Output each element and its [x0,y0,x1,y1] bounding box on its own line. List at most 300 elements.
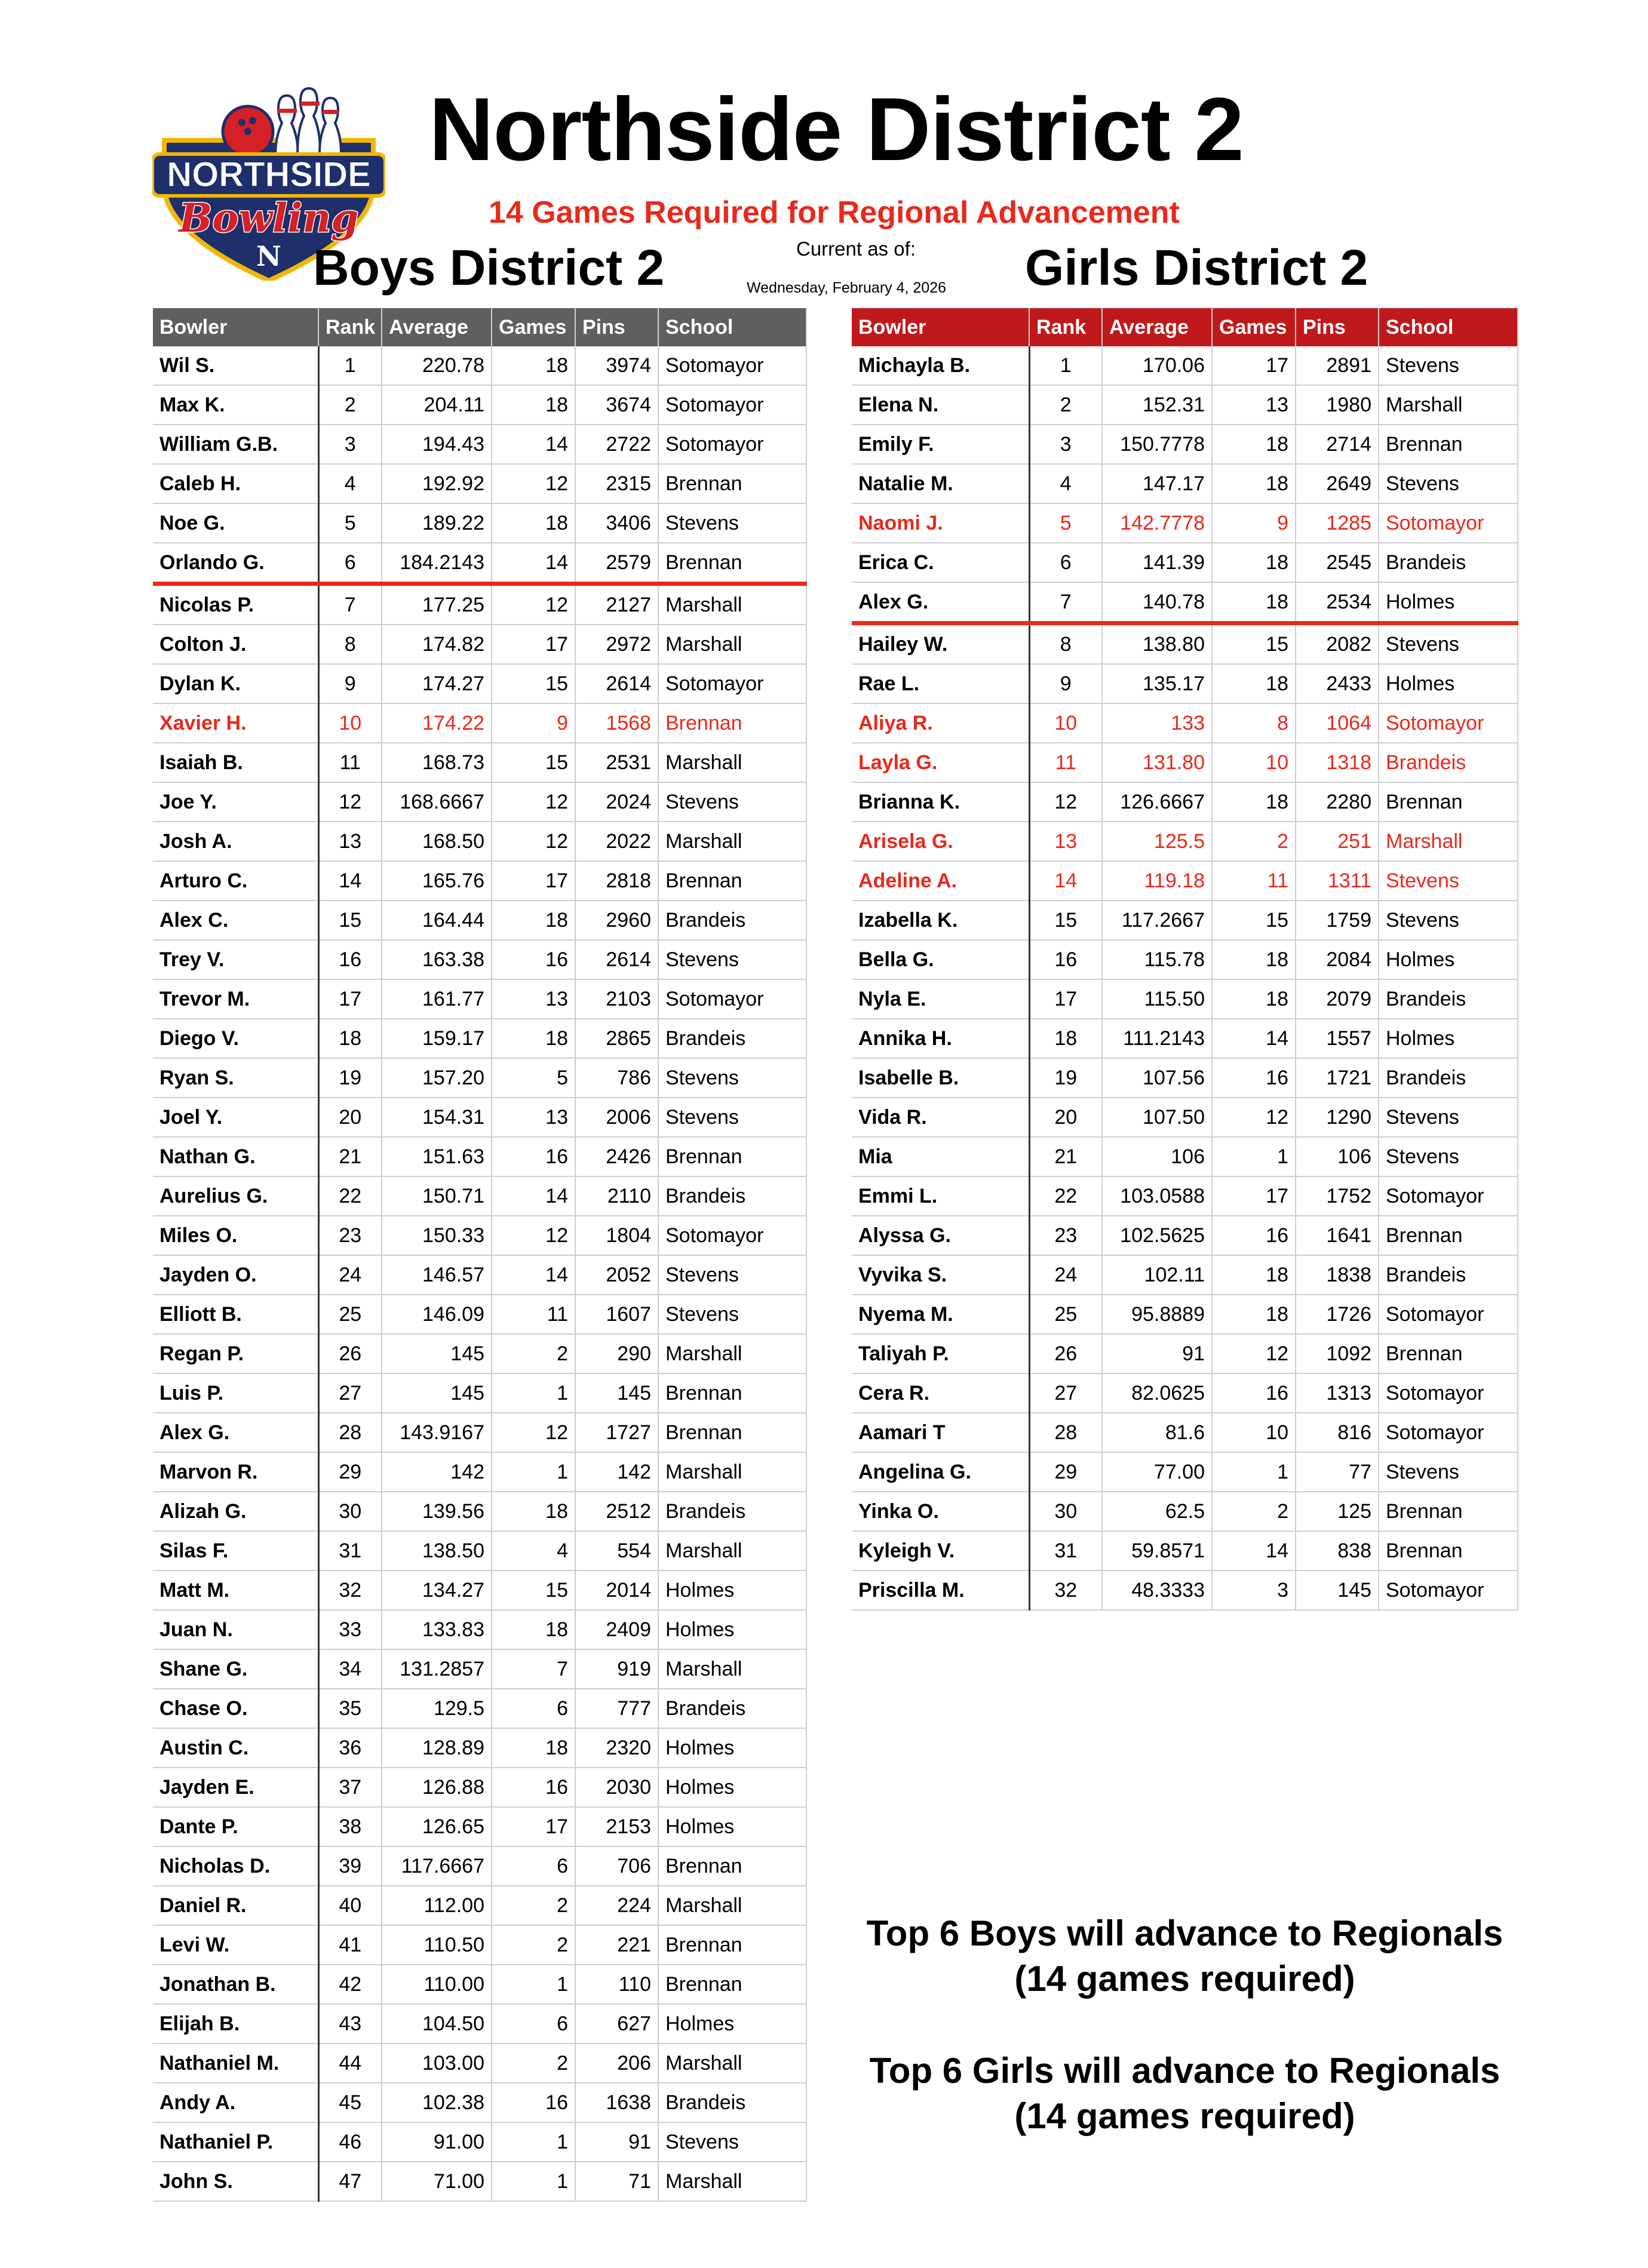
girls-cell-games: 18 [1212,425,1296,464]
boys-cell-school: Brennan [658,861,806,901]
boys-cell-games: 2 [492,1334,575,1373]
boys-cell-games: 16 [492,2083,575,2122]
boys-cell-name: Nathaniel P. [153,2122,318,2162]
boys-table-row [153,822,806,861]
boys-cell-name: Miles O. [153,1216,318,1255]
boys-cell-average: 126.88 [382,1768,492,1807]
boys-table-row [153,1571,806,1610]
boys-cell-pins: 142 [575,1452,658,1492]
girls-cell-school: Brennan [1379,425,1518,464]
girls-table-row [852,1373,1518,1413]
boys-cell-games: 15 [492,1571,575,1610]
girls-cell-pins: 2534 [1296,582,1379,623]
boys-cell-games: 18 [492,503,575,543]
girls-col-header-average: Average [1102,308,1212,346]
boys-cell-school: Brennan [658,464,806,503]
boys-cell-school: Holmes [658,1768,806,1807]
boys-cell-name: Elliott B. [153,1295,318,1334]
boys-cell-name: Austin C. [153,1728,318,1768]
boys-cell-school: Brennan [658,1925,806,1965]
girls-table-row [852,743,1518,782]
girls-cell-games: 10 [1212,1413,1296,1452]
boys-cell-pins: 2818 [575,861,658,901]
girls-cell-average: 125.5 [1102,822,1212,861]
boys-cell-average: 142 [382,1452,492,1492]
boys-cell-school: Holmes [658,1610,806,1649]
girls-cell-average: 106 [1102,1137,1212,1176]
boys-cell-school: Brandeis [658,2083,806,2122]
boys-cell-pins: 786 [575,1058,658,1098]
girls-cell-pins: 1752 [1296,1176,1379,1216]
girls-advancement-note [852,2048,1518,2139]
girls-cell-name: Kyleigh V. [852,1531,1029,1571]
boys-cell-average: 134.27 [382,1571,492,1610]
girls-cell-average: 62.5 [1102,1492,1212,1531]
girls-cell-games: 1 [1212,1452,1296,1492]
girls-cell-average: 133 [1102,703,1212,743]
girls-cell-average: 103.0588 [1102,1176,1212,1216]
girls-cell-average: 107.56 [1102,1058,1212,1098]
girls-table-row [852,1255,1518,1295]
girls-cell-pins: 1092 [1296,1334,1379,1373]
boys-cell-name: Colton J. [153,625,318,664]
boys-cell-games: 15 [492,743,575,782]
boys-cell-average: 131.2857 [382,1649,492,1689]
boys-cell-school: Marshall [658,822,806,861]
boys-cell-rank: 6 [318,543,382,584]
girls-cell-name: Arisela G. [852,822,1029,861]
girls-table-row [852,1334,1518,1373]
boys-cell-school: Holmes [658,2004,806,2043]
boys-cell-name: Andy A. [153,2083,318,2122]
boys-cell-average: 102.38 [382,2083,492,2122]
girls-cell-name: Aamari T [852,1413,1029,1452]
boys-table-row [153,2083,806,2122]
boys-table-row [153,664,806,703]
boys-note-line2: (14 games required) [1014,1959,1355,1999]
girls-col-header-rank: Rank [1029,308,1102,346]
boys-cell-average: 146.57 [382,1255,492,1295]
boys-cell-name: Caleb H. [153,464,318,503]
girls-cell-rank: 9 [1029,664,1102,703]
girls-cell-pins: 2084 [1296,940,1379,979]
boys-cell-games: 12 [492,1413,575,1452]
boys-cell-games: 13 [492,1098,575,1137]
girls-cell-school: Sotomayor [1379,1295,1518,1334]
girls-section-title: Girls District 2 [1025,239,1368,296]
boys-cell-rank: 17 [318,979,382,1019]
boys-cell-school: Marshall [658,1334,806,1373]
boys-cell-name: Joel Y. [153,1098,318,1137]
girls-cell-name: Erica C. [852,543,1029,582]
girls-cell-pins: 145 [1296,1571,1379,1610]
boys-cell-pins: 2153 [575,1807,658,1846]
boys-cell-name: Levi W. [153,1925,318,1965]
boys-cell-average: 126.65 [382,1807,492,1846]
girls-cell-games: 16 [1212,1373,1296,1413]
girls-cell-average: 95.8889 [1102,1295,1212,1334]
boys-cell-average: 103.00 [382,2043,492,2083]
boys-cell-pins: 2960 [575,901,658,940]
girls-cell-games: 2 [1212,822,1296,861]
girls-cell-pins: 2079 [1296,979,1379,1019]
boys-cell-school: Brennan [658,1846,806,1886]
boys-cell-pins: 91 [575,2122,658,2162]
boys-cell-rank: 20 [318,1098,382,1137]
boys-cell-school: Stevens [658,782,806,822]
boys-cell-school: Brennan [658,1965,806,2004]
boys-table-row [153,1965,806,2004]
girls-cell-school: Brennan [1379,1216,1518,1255]
boys-cell-average: 161.77 [382,979,492,1019]
girls-cell-school: Brandeis [1379,1058,1518,1098]
boys-cell-rank: 26 [318,1334,382,1373]
boys-cell-rank: 12 [318,782,382,822]
boys-cell-name: Orlando G. [153,543,318,584]
girls-cell-name: Natalie M. [852,464,1029,503]
boys-cell-school: Marshall [658,1531,806,1571]
girls-cell-pins: 77 [1296,1452,1379,1492]
boys-cell-games: 9 [492,703,575,743]
boys-cell-school: Marshall [658,625,806,664]
boys-cell-average: 159.17 [382,1019,492,1058]
girls-cell-school: Brandeis [1379,743,1518,782]
boys-cell-school: Sotomayor [658,346,806,385]
boys-table-row [153,743,806,782]
boys-cell-name: Trevor M. [153,979,318,1019]
boys-cell-games: 18 [492,346,575,385]
girls-cell-name: Naomi J. [852,503,1029,543]
girls-table-row [852,901,1518,940]
girls-cell-name: Vida R. [852,1098,1029,1137]
girls-cell-name: Hailey W. [852,623,1029,665]
boys-table-row [153,1255,806,1295]
boys-advancement-note [852,1911,1518,2002]
boys-cell-rank: 24 [318,1255,382,1295]
boys-cell-rank: 46 [318,2122,382,2162]
girls-cell-average: 59.8571 [1102,1531,1212,1571]
boys-cell-pins: 2030 [575,1768,658,1807]
boys-table-row [153,2162,806,2201]
boys-cell-rank: 22 [318,1176,382,1216]
girls-cell-games: 12 [1212,1334,1296,1373]
girls-cell-school: Brennan [1379,1334,1518,1373]
boys-table-row [153,625,806,664]
boys-cell-pins: 110 [575,1965,658,2004]
boys-table-row [153,1846,806,1886]
girls-cell-pins: 1838 [1296,1255,1379,1295]
boys-cell-games: 7 [492,1649,575,1689]
boys-cell-rank: 21 [318,1137,382,1176]
girls-cell-games: 18 [1212,940,1296,979]
boys-cell-name: Wil S. [153,346,318,385]
girls-cell-games: 13 [1212,385,1296,425]
boys-cell-name: Noe G. [153,503,318,543]
boys-cell-rank: 1 [318,346,382,385]
boys-cell-rank: 18 [318,1019,382,1058]
boys-cell-average: 168.73 [382,743,492,782]
girls-cell-pins: 2433 [1296,664,1379,703]
boys-cell-games: 12 [492,782,575,822]
boys-cell-pins: 919 [575,1649,658,1689]
boys-cell-rank: 4 [318,464,382,503]
boys-cell-rank: 30 [318,1492,382,1531]
boys-table-row [153,1610,806,1649]
page-title-text: Northside District 2 [429,79,1244,179]
girls-cell-school: Brennan [1379,1531,1518,1571]
boys-table-row [153,1649,806,1689]
boys-cell-games: 17 [492,625,575,664]
girls-cell-average: 170.06 [1102,346,1212,385]
girls-cell-games: 18 [1212,543,1296,582]
boys-table-row [153,940,806,979]
boys-cell-school: Brennan [658,543,806,584]
boys-cell-average: 129.5 [382,1689,492,1728]
girls-cell-pins: 816 [1296,1413,1379,1452]
girls-table-row [852,623,1518,665]
girls-cell-name: Adeline A. [852,861,1029,901]
boys-table-row [153,543,806,584]
girls-table-row [852,1295,1518,1334]
girls-cell-games: 15 [1212,623,1296,665]
girls-table-row [852,582,1518,623]
girls-cell-school: Holmes [1379,1019,1518,1058]
boys-cell-games: 1 [492,1452,575,1492]
svg-text:NORTHSIDE: NORTHSIDE [167,155,371,194]
boys-cell-average: 104.50 [382,2004,492,2043]
boys-cell-pins: 777 [575,1689,658,1728]
girls-table-row [852,940,1518,979]
boys-col-header-average: Average [382,308,492,346]
boys-cell-rank: 39 [318,1846,382,1886]
boys-cell-pins: 2409 [575,1610,658,1649]
girls-cell-rank: 18 [1029,1019,1102,1058]
boys-cell-games: 13 [492,979,575,1019]
girls-cell-rank: 24 [1029,1255,1102,1295]
girls-cell-average: 81.6 [1102,1413,1212,1452]
girls-standings-table [852,308,1518,1611]
boys-cell-school: Brennan [658,1373,806,1413]
girls-cell-name: Isabelle B. [852,1058,1029,1098]
boys-cell-pins: 2531 [575,743,658,782]
girls-cell-school: Stevens [1379,861,1518,901]
girls-cell-rank: 32 [1029,1571,1102,1610]
girls-cell-rank: 31 [1029,1531,1102,1571]
boys-cell-school: Sotomayor [658,1216,806,1255]
boys-cell-games: 6 [492,1689,575,1728]
boys-cell-games: 18 [492,385,575,425]
girls-cell-name: Alyssa G. [852,1216,1029,1255]
boys-cell-name: Alex C. [153,901,318,940]
girls-cell-school: Marshall [1379,822,1518,861]
girls-cell-school: Stevens [1379,1098,1518,1137]
girls-cell-rank: 30 [1029,1492,1102,1531]
boys-cell-school: Holmes [658,1807,806,1846]
boys-cell-school: Sotomayor [658,979,806,1019]
girls-cell-rank: 20 [1029,1098,1102,1137]
boys-cell-name: Nicholas D. [153,1846,318,1886]
boys-cell-school: Brennan [658,703,806,743]
boys-cell-average: 71.00 [382,2162,492,2201]
svg-text:Bowling: Bowling [179,195,359,241]
girls-cell-average: 102.5625 [1102,1216,1212,1255]
girls-cell-pins: 838 [1296,1531,1379,1571]
boys-cell-games: 18 [492,1492,575,1531]
girls-cell-games: 15 [1212,901,1296,940]
boys-cell-rank: 9 [318,664,382,703]
girls-cell-average: 77.00 [1102,1452,1212,1492]
boys-table-row [153,703,806,743]
girls-cell-games: 1 [1212,1137,1296,1176]
boys-cell-games: 12 [492,822,575,861]
girls-table-row [852,664,1518,703]
boys-cell-games: 18 [492,1610,575,1649]
current-as-of-label: Current as of: [796,238,916,260]
boys-cell-name: Alex G. [153,1413,318,1452]
boys-cell-games: 14 [492,543,575,584]
boys-cell-average: 163.38 [382,940,492,979]
girls-cell-games: 17 [1212,346,1296,385]
girls-cell-games: 16 [1212,1216,1296,1255]
boys-cell-average: 168.50 [382,822,492,861]
boys-cell-name: Nicolas P. [153,584,318,625]
girls-cell-rank: 29 [1029,1452,1102,1492]
girls-table-row [852,1137,1518,1176]
boys-cell-school: Brandeis [658,1689,806,1728]
boys-col-header-bowler: Bowler [153,308,318,346]
girls-table-row [852,385,1518,425]
boys-table-row [153,1492,806,1531]
boys-cell-pins: 1804 [575,1216,658,1255]
boys-cell-games: 2 [492,1925,575,1965]
boys-table-row [153,1216,806,1255]
boys-table-row [153,425,806,464]
boys-cell-pins: 3406 [575,503,658,543]
boys-cell-rank: 3 [318,425,382,464]
girls-cell-name: Emily F. [852,425,1029,464]
girls-table-row [852,1492,1518,1531]
girls-cell-rank: 23 [1029,1216,1102,1255]
girls-table-row [852,1098,1518,1137]
boys-cell-name: Matt M. [153,1571,318,1610]
girls-cell-pins: 2891 [1296,346,1379,385]
boys-cell-average: 157.20 [382,1058,492,1098]
boys-cell-pins: 2614 [575,664,658,703]
girls-cell-rank: 4 [1029,464,1102,503]
girls-cell-rank: 13 [1029,822,1102,861]
boys-cell-average: 91.00 [382,2122,492,2162]
girls-cell-average: 142.7778 [1102,503,1212,543]
boys-note-line1: Top 6 Boys will advance to Regionals [866,1913,1503,1953]
girls-cell-school: Stevens [1379,1452,1518,1492]
boys-cell-school: Sotomayor [658,664,806,703]
boys-cell-games: 12 [492,1216,575,1255]
boys-cell-name: Elijah B. [153,2004,318,2043]
boys-cell-school: Sotomayor [658,385,806,425]
boys-cell-games: 14 [492,1255,575,1295]
girls-cell-name: Vyvika S. [852,1255,1029,1295]
boys-cell-average: 150.71 [382,1176,492,1216]
boys-cell-name: Isaiah B. [153,743,318,782]
boys-cell-rank: 35 [318,1689,382,1728]
boys-cell-average: 154.31 [382,1098,492,1137]
boys-cell-average: 189.22 [382,503,492,543]
boys-cell-games: 2 [492,2043,575,2083]
boys-cell-average: 164.44 [382,901,492,940]
girls-cell-games: 8 [1212,703,1296,743]
boys-cell-rank: 33 [318,1610,382,1649]
girls-cell-name: Michayla B. [852,346,1029,385]
girls-table-row [852,1216,1518,1255]
girls-cell-average: 117.2667 [1102,901,1212,940]
boys-cell-rank: 40 [318,1886,382,1925]
girls-cell-school: Sotomayor [1379,1413,1518,1452]
boys-cell-games: 17 [492,861,575,901]
boys-table-row [153,1019,806,1058]
boys-table-row [153,1728,806,1768]
girls-cell-school: Brandeis [1379,543,1518,582]
girls-cell-pins: 2280 [1296,782,1379,822]
boys-cell-name: Jayden O. [153,1255,318,1295]
boys-cell-games: 6 [492,1846,575,1886]
boys-cell-school: Marshall [658,2162,806,2201]
girls-cell-rank: 6 [1029,543,1102,582]
boys-cell-average: 204.11 [382,385,492,425]
boys-cell-rank: 36 [318,1728,382,1768]
girls-cell-school: Sotomayor [1379,1176,1518,1216]
boys-cell-school: Stevens [658,1255,806,1295]
boys-cell-games: 12 [492,584,575,625]
girls-cell-school: Holmes [1379,940,1518,979]
boys-table-row [153,1886,806,1925]
girls-cell-school: Stevens [1379,1137,1518,1176]
boys-cell-games: 16 [492,940,575,979]
boys-cell-school: Holmes [658,1571,806,1610]
girls-cell-rank: 28 [1029,1413,1102,1452]
girls-cell-average: 111.2143 [1102,1019,1212,1058]
girls-cell-games: 3 [1212,1571,1296,1610]
boys-cell-rank: 34 [318,1649,382,1689]
girls-cell-average: 131.80 [1102,743,1212,782]
boys-cell-games: 4 [492,1531,575,1571]
boys-table-row [153,1452,806,1492]
boys-cell-name: Daniel R. [153,1886,318,1925]
girls-table-row [852,979,1518,1019]
girls-cell-average: 147.17 [1102,464,1212,503]
girls-cell-school: Sotomayor [1379,703,1518,743]
boys-cell-pins: 1727 [575,1413,658,1452]
boys-table-row [153,1807,806,1846]
boys-table-row [153,2122,806,2162]
girls-cell-name: Annika H. [852,1019,1029,1058]
girls-cell-school: Brennan [1379,782,1518,822]
boys-cell-pins: 2103 [575,979,658,1019]
boys-cell-average: 138.50 [382,1531,492,1571]
girls-cell-games: 18 [1212,664,1296,703]
boys-cell-rank: 44 [318,2043,382,2083]
girls-table-header-row [852,308,1518,346]
boys-cell-school: Stevens [658,1098,806,1137]
boys-cell-school: Stevens [658,1295,806,1334]
boys-cell-pins: 2006 [575,1098,658,1137]
boys-cell-rank: 8 [318,625,382,664]
boys-cell-name: Arturo C. [153,861,318,901]
boys-cell-name: Max K. [153,385,318,425]
boys-table-row [153,1413,806,1452]
girls-cell-pins: 1980 [1296,385,1379,425]
boys-cell-average: 192.92 [382,464,492,503]
boys-cell-school: Marshall [658,2043,806,2083]
